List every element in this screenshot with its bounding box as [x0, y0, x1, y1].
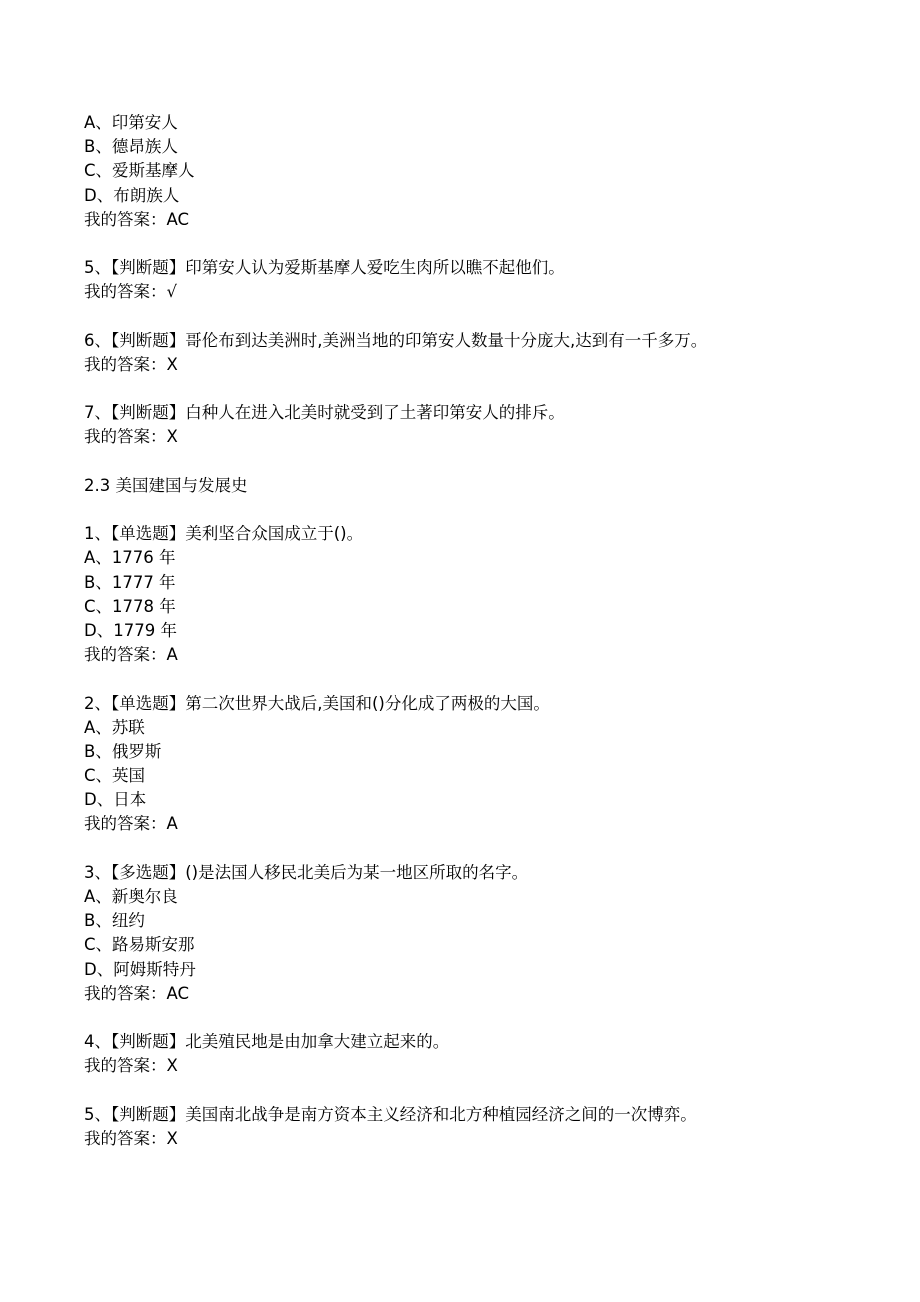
question-text: 4、【判断题】北美殖民地是由加拿大建立起来的。	[84, 1032, 450, 1052]
option-d: D、布朗族人	[84, 185, 180, 205]
option-d: D、日本	[84, 790, 147, 810]
question-block-prev-6	[84, 329, 884, 377]
option-b: B、德昂族人	[84, 137, 178, 157]
option-c: C、路易斯安那	[84, 935, 195, 955]
option-d: D、1779 年	[84, 620, 177, 640]
question-block-1	[84, 522, 884, 667]
my-answer: 我的答案：X	[84, 1056, 178, 1076]
my-answer: 我的答案：AC	[84, 209, 190, 229]
spacer	[84, 837, 884, 861]
spacer	[84, 1079, 884, 1103]
spacer	[84, 450, 884, 474]
option-d: D、阿姆斯特丹	[84, 959, 196, 979]
question-text: 2、【单选题】第二次世界大战后,美国和()分化成了两极的大国。	[84, 693, 550, 713]
spacer	[84, 667, 884, 691]
option-b: B、纽约	[84, 911, 145, 931]
question-text: 7、【判断题】白种人在进入北美时就受到了土著印第安人的排斥。	[84, 403, 565, 423]
spacer	[84, 1006, 884, 1030]
option-c: C、爱斯基摩人	[84, 161, 195, 181]
option-a: A、苏联	[84, 717, 145, 737]
question-text: 6、【判断题】哥伦布到达美洲时,美洲当地的印第安人数量十分庞大,达到有一千多万。	[84, 330, 708, 350]
question-block-3	[84, 861, 884, 1006]
option-b: B、1777 年	[84, 572, 176, 592]
my-answer: 我的答案：AC	[84, 983, 190, 1003]
question-block-prev-5	[84, 256, 884, 304]
question-block-5	[84, 1103, 884, 1151]
question-text: 1、【单选题】美利坚合众国成立于()。	[84, 524, 364, 544]
spacer	[84, 232, 884, 256]
option-c: C、1778 年	[84, 596, 176, 616]
option-a: A、1776 年	[84, 548, 176, 568]
my-answer: 我的答案：√	[84, 282, 178, 302]
my-answer: 我的答案：A	[84, 645, 178, 665]
spacer	[84, 498, 884, 522]
option-c: C、英国	[84, 766, 146, 786]
question-text: 5、【判断题】印第安人认为爱斯基摩人爱吃生肉所以瞧不起他们。	[84, 258, 565, 278]
my-answer: 我的答案：A	[84, 814, 178, 834]
question-block-2	[84, 692, 884, 837]
my-answer: 我的答案：X	[84, 427, 178, 447]
my-answer: 我的答案：X	[84, 1128, 178, 1148]
section-title: 2.3 美国建国与发展史	[84, 475, 248, 495]
option-b: B、俄罗斯	[84, 741, 162, 761]
question-text: 5、【判断题】美国南北战争是南方资本主义经济和北方种植园经济之间的一次博弈。	[84, 1104, 697, 1124]
option-a: A、印第安人	[84, 113, 178, 132]
question-block-prev-4	[84, 111, 884, 232]
document-page	[84, 111, 884, 1151]
question-block-4	[84, 1030, 884, 1078]
option-a: A、新奥尔良	[84, 887, 178, 906]
question-block-prev-7	[84, 401, 884, 449]
spacer	[84, 305, 884, 329]
my-answer: 我的答案：X	[84, 354, 178, 374]
question-text: 3、【多选题】()是法国人移民北美后为某一地区所取的名字。	[84, 862, 529, 882]
spacer	[84, 377, 884, 401]
